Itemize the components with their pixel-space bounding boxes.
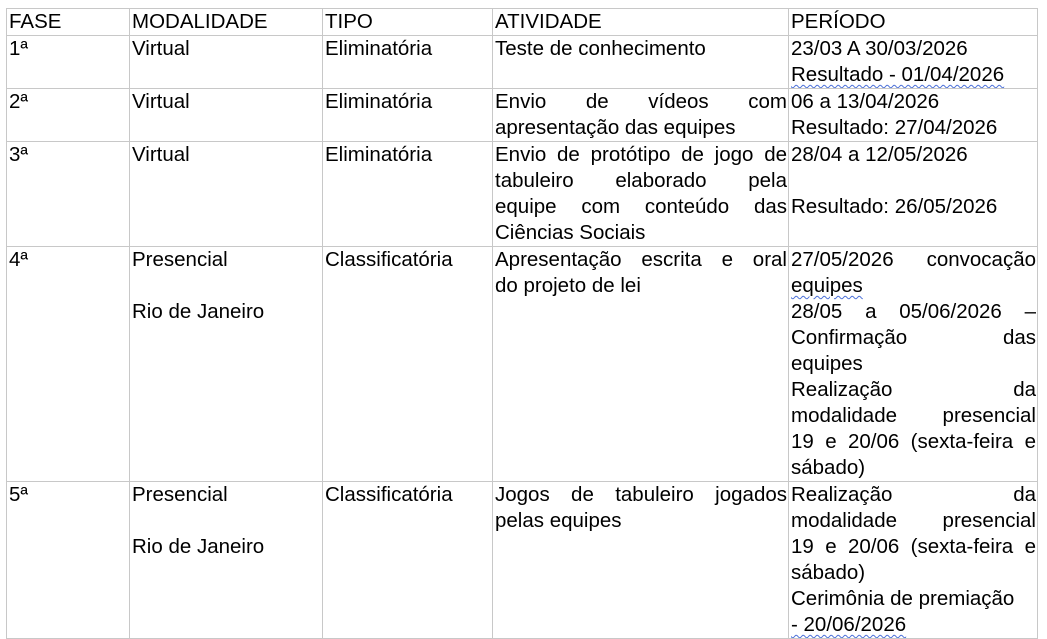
cell-periodo (789, 89, 1038, 142)
cell-fase: 1ª (7, 36, 130, 89)
atividade-line: equipe com conteúdo das (495, 195, 787, 218)
periodo-line: 19 e 20/06 (sexta-feira e (791, 535, 1036, 558)
periodo-line: sábado) (791, 456, 866, 479)
periodo-line: Resultado: 26/05/2026 (791, 195, 998, 218)
atividade-line: Envio de protótipo de jogo de (495, 143, 787, 166)
periodo-line: 19 e 20/06 (sexta-feira e (791, 430, 1036, 453)
cell-atividade (493, 142, 789, 247)
periodo-line (791, 247, 1036, 273)
periodo-line: 23/03 A 30/03/2026 (791, 37, 968, 60)
periodo-line: Realização da (791, 378, 1036, 401)
cell-tipo: Eliminatória (323, 142, 493, 247)
cell-modalidade (130, 142, 323, 247)
cell-modalidade (130, 247, 323, 482)
periodo-line: Confirmação das (791, 326, 1036, 349)
cell-tipo: Eliminatória (323, 36, 493, 89)
periodo-line: 06 a 13/04/2026 (791, 90, 940, 113)
table-row (7, 482, 1038, 639)
header-periodo: PERÍODO (789, 9, 1038, 36)
cell-modalidade (130, 89, 323, 142)
cell-periodo (789, 247, 1038, 482)
header-atividade: ATIVIDADE (493, 9, 789, 36)
cell-atividade (493, 36, 789, 89)
header-modalidade: MODALIDADE (130, 9, 323, 36)
atividade-line: apresentação das equipes (495, 116, 736, 139)
periodo-line: equipes (791, 274, 863, 297)
periodo-line: sábado) (791, 561, 866, 584)
periodo-line: Resultado: 27/04/2026 (791, 116, 998, 139)
periodo-line: modalidade presencial (791, 404, 1036, 427)
atividade-line: tabuleiro elaborado pela (495, 169, 787, 192)
modalidade-line: Virtual (132, 143, 190, 166)
modalidade-line: Presencial (132, 483, 228, 506)
periodo-line: 28/05 a 05/06/2026 – (791, 300, 1036, 323)
table-row (7, 142, 1038, 247)
atividade-line: Envio de vídeos com (495, 90, 787, 113)
schedule-table (6, 8, 1038, 639)
table-row (7, 36, 1038, 89)
schedule-document (6, 8, 1037, 639)
cell-tipo: Classificatória (323, 482, 493, 639)
header-fase: FASE (7, 9, 130, 36)
modalidade-line: Rio de Janeiro (132, 535, 265, 558)
atividade-line: Jogos de tabuleiro jogados (495, 483, 787, 506)
cell-fase: 4ª (7, 247, 130, 482)
periodo-line: 28/04 a 12/05/2026 (791, 143, 968, 166)
periodo-line: - 20/06/2026 (791, 613, 907, 636)
table-row (7, 247, 1038, 482)
cell-fase: 3ª (7, 142, 130, 247)
periodo-line: Realização da (791, 483, 1036, 506)
table-row (7, 89, 1038, 142)
blank-line (791, 168, 1036, 194)
cell-fase: 2ª (7, 89, 130, 142)
cell-periodo (789, 142, 1038, 247)
cell-atividade (493, 89, 789, 142)
atividade-line: Apresentação escrita e oral (495, 248, 787, 271)
atividade-line: do projeto de lei (495, 274, 641, 297)
modalidade-line: Virtual (132, 90, 190, 113)
cell-atividade (493, 482, 789, 639)
modalidade-line: Presencial (132, 248, 228, 271)
cell-periodo (789, 36, 1038, 89)
periodo-line: equipes (791, 352, 863, 375)
atividade-line: Ciências Sociais (495, 221, 646, 244)
header-tipo: TIPO (323, 9, 493, 36)
periodo-line: modalidade presencial (791, 509, 1036, 532)
blank-line (132, 273, 321, 299)
cell-modalidade (130, 36, 323, 89)
cell-modalidade (130, 482, 323, 639)
cell-fase: 5ª (7, 482, 130, 639)
cell-periodo (789, 482, 1038, 639)
periodo-text: 27/05/2026 convocação (791, 248, 1036, 271)
blank-line (132, 508, 321, 534)
atividade-line: pelas equipes (495, 509, 622, 532)
atividade-line: Teste de conhecimento (495, 37, 706, 60)
header-row (7, 9, 1038, 36)
cell-tipo: Classificatória (323, 247, 493, 482)
periodo-line: Cerimônia de premiação (791, 587, 1015, 610)
modalidade-line: Virtual (132, 37, 190, 60)
periodo-line: Resultado - 01/04/2026 (791, 63, 1005, 86)
modalidade-line: Rio de Janeiro (132, 300, 265, 323)
cell-atividade (493, 247, 789, 482)
cell-tipo: Eliminatória (323, 89, 493, 142)
